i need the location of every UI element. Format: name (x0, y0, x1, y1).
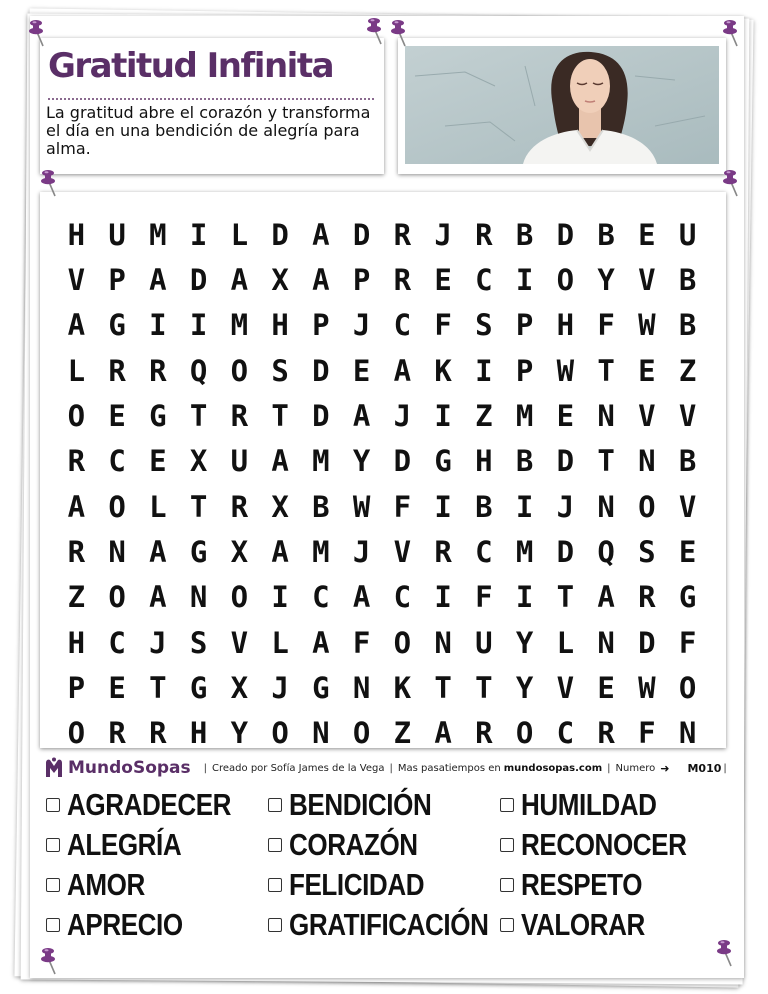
grid-letter[interactable]: T (149, 670, 167, 705)
grid-letter[interactable]: H (556, 308, 575, 343)
footer-separator: | (389, 762, 393, 774)
grid-letter[interactable]: L (67, 353, 86, 388)
grid-letter[interactable]: T (556, 580, 575, 615)
grid-letter[interactable]: I (189, 308, 208, 343)
grid-letter[interactable]: O (271, 716, 289, 751)
grid-letter[interactable]: E (352, 353, 371, 388)
grid-letter[interactable]: N (597, 625, 615, 660)
word-label: AMOR (67, 867, 145, 902)
grid-letter[interactable]: U (230, 444, 249, 479)
grid-letter[interactable]: R (434, 534, 452, 569)
grid-letter[interactable]: E (638, 217, 656, 252)
word-label: APRECIO (67, 907, 183, 942)
word-checkbox[interactable] (500, 838, 514, 852)
grid-letter[interactable]: O (515, 716, 534, 751)
grid-letter[interactable]: S (189, 625, 208, 660)
grid-letter[interactable]: X (271, 262, 289, 297)
grid-letter[interactable]: O (352, 716, 371, 751)
grid-letter[interactable]: E (597, 670, 615, 705)
word-item[interactable] (268, 825, 442, 865)
grid-letter[interactable]: L (230, 217, 249, 252)
grid-letter[interactable]: N (678, 716, 697, 751)
push-pin-icon (712, 938, 738, 968)
grid-letter[interactable]: Y (230, 716, 249, 751)
grid-letter[interactable]: H (475, 444, 493, 479)
word-item[interactable] (500, 865, 665, 905)
grid-letter[interactable]: A (230, 262, 249, 297)
push-pin-icon (362, 16, 388, 46)
word-checkbox[interactable] (268, 798, 282, 812)
grid-letter[interactable]: W (556, 353, 575, 388)
grid-letter[interactable]: J (271, 670, 289, 705)
word-item[interactable] (46, 825, 203, 865)
grid-letter[interactable]: G (434, 444, 452, 479)
grid-letter[interactable]: A (597, 580, 615, 615)
grid-letter[interactable]: D (556, 444, 575, 479)
footer-separator: | (607, 762, 611, 774)
page-subtitle: La gratitud abre el corazón y transforma el día en una bendición de alegría para alma. (46, 103, 371, 158)
word-item[interactable] (46, 905, 205, 945)
word-checkbox[interactable] (46, 918, 60, 932)
grid-letter[interactable]: L (556, 625, 575, 660)
grid-letter[interactable]: I (271, 580, 289, 615)
grid-letter[interactable]: H (189, 716, 208, 751)
grid-letter[interactable]: F (678, 625, 697, 660)
grid-letter[interactable]: H (67, 625, 86, 660)
grid-letter[interactable]: F (352, 625, 371, 660)
letter-grid (56, 212, 708, 756)
grid-letter[interactable]: I (515, 262, 534, 297)
grid-letter[interactable]: R (475, 716, 493, 751)
grid-letter[interactable]: O (678, 670, 697, 705)
grid-letter[interactable]: L (271, 625, 289, 660)
word-item[interactable] (46, 785, 262, 825)
footer-number-label: Numero (615, 762, 656, 774)
grid-letter[interactable]: I (189, 217, 208, 252)
puzzle-code: M010 (687, 761, 722, 775)
word-checkbox[interactable] (46, 838, 60, 852)
word-item[interactable] (268, 905, 526, 945)
word-label: FELICIDAD (289, 867, 425, 902)
grid-letter[interactable]: J (352, 534, 371, 569)
grid-letter[interactable]: J (149, 625, 167, 660)
grid-letter[interactable]: J (393, 398, 412, 433)
grid-letter[interactable]: R (230, 489, 249, 524)
grid-letter[interactable]: B (678, 308, 697, 343)
grid-letter[interactable]: C (393, 580, 412, 615)
grid-letter[interactable]: I (149, 308, 167, 343)
brand-logo-icon (44, 757, 64, 779)
grid-letter[interactable]: D (638, 625, 656, 660)
grid-letter[interactable]: D (556, 217, 575, 252)
word-checkbox[interactable] (500, 878, 514, 892)
word-item[interactable] (500, 825, 718, 865)
grid-letter[interactable]: C (108, 625, 126, 660)
grid-letter[interactable]: N (108, 534, 126, 569)
grid-letter[interactable]: Z (393, 716, 412, 751)
grid-letter[interactable]: P (312, 308, 330, 343)
grid-letter[interactable]: A (352, 580, 371, 615)
grid-letter[interactable]: V (393, 534, 412, 569)
grid-letter[interactable]: Y (597, 262, 615, 297)
grid-letter[interactable]: H (271, 308, 289, 343)
grid-letter[interactable]: B (312, 489, 330, 524)
grid-letter[interactable]: A (312, 217, 330, 252)
grid-letter[interactable]: C (312, 580, 330, 615)
word-label: RECONOCER (521, 827, 687, 862)
grid-letter[interactable]: M (312, 444, 330, 479)
grid-letter[interactable]: O (638, 489, 656, 524)
grid-letter[interactable]: B (678, 444, 697, 479)
grid-letter[interactable]: D (271, 217, 289, 252)
grid-letter[interactable]: T (597, 353, 615, 388)
grid-letter[interactable]: U (678, 217, 697, 252)
grid-letter[interactable]: H (67, 217, 86, 252)
grid-letter[interactable]: D (556, 534, 575, 569)
grid-letter[interactable]: V (678, 489, 697, 524)
grid-letter[interactable]: E (556, 398, 575, 433)
grid-letter[interactable]: A (271, 534, 289, 569)
grid-letter[interactable]: R (393, 262, 412, 297)
grid-letter[interactable]: G (678, 580, 697, 615)
push-pin-icon (718, 18, 744, 48)
grid-letter[interactable]: R (108, 353, 126, 388)
grid-letter[interactable]: A (149, 534, 167, 569)
grid-letter[interactable]: V (638, 262, 656, 297)
grid-letter[interactable]: Y (352, 444, 371, 479)
grid-letter[interactable]: O (230, 580, 249, 615)
grid-letter[interactable]: B (515, 444, 534, 479)
grid-letter[interactable]: J (556, 489, 575, 524)
grid-letter[interactable]: F (475, 580, 493, 615)
grid-letter[interactable]: M (515, 534, 534, 569)
word-item[interactable] (500, 785, 682, 825)
grid-letter[interactable]: B (678, 262, 697, 297)
word-checkbox[interactable] (500, 918, 514, 932)
footer-credit: Creado por Sofía James de la Vega (212, 762, 385, 774)
grid-letter[interactable]: A (67, 308, 86, 343)
grid-letter[interactable]: N (638, 444, 656, 479)
grid-letter[interactable]: Q (189, 353, 208, 388)
grid-letter[interactable]: X (230, 670, 249, 705)
grid-letter[interactable]: O (556, 262, 575, 297)
word-label: BENDICIÓN (289, 787, 432, 822)
grid-letter[interactable]: G (149, 398, 167, 433)
grid-letter[interactable]: R (597, 716, 615, 751)
grid-letter[interactable]: J (434, 217, 452, 252)
push-pin-icon (36, 946, 62, 976)
word-item[interactable] (268, 865, 450, 905)
title-card (40, 38, 384, 174)
push-pin-icon (24, 18, 50, 48)
grid-letter[interactable]: W (638, 670, 656, 705)
grid-letter[interactable]: Z (678, 353, 697, 388)
grid-letter[interactable]: V (556, 670, 575, 705)
grid-letter[interactable]: C (475, 262, 493, 297)
grid-letter[interactable]: N (189, 580, 208, 615)
grid-letter[interactable]: S (638, 534, 656, 569)
word-checkbox[interactable] (46, 798, 60, 812)
grid-letter[interactable]: W (638, 308, 656, 343)
grid-letter[interactable]: I (434, 489, 452, 524)
grid-letter[interactable]: D (312, 353, 330, 388)
grid-letter[interactable]: T (475, 670, 493, 705)
grid-letter[interactable]: O (108, 580, 126, 615)
word-item[interactable] (268, 785, 458, 825)
grid-letter[interactable]: E (638, 353, 656, 388)
grid-letter[interactable]: U (108, 217, 126, 252)
grid-letter[interactable]: D (393, 444, 412, 479)
grid-letter[interactable]: P (515, 308, 534, 343)
grid-letter[interactable]: G (312, 670, 330, 705)
grid-letter[interactable]: D (312, 398, 330, 433)
page-title: Gratitud Infinita (48, 46, 334, 86)
grid-letter[interactable]: K (434, 353, 452, 388)
grid-letter[interactable]: O (230, 353, 249, 388)
word-checkbox[interactable] (268, 838, 282, 852)
push-pin-icon (36, 168, 62, 198)
grid-letter[interactable]: M (149, 217, 167, 252)
grid-letter[interactable]: T (271, 398, 289, 433)
grid-letter[interactable]: X (189, 444, 208, 479)
grid-letter[interactable]: Z (475, 398, 493, 433)
grid-letter[interactable]: X (271, 489, 289, 524)
word-label: HUMILDAD (521, 787, 657, 822)
grid-letter[interactable]: F (434, 308, 452, 343)
grid-letter[interactable]: J (352, 308, 371, 343)
footer-separator: | (203, 762, 208, 774)
grid-letter[interactable]: I (515, 580, 534, 615)
grid-letter[interactable]: M (230, 308, 249, 343)
grid-letter[interactable]: P (108, 262, 126, 297)
word-label: GRATIFICACIÓN (289, 907, 489, 942)
grid-letter[interactable]: A (149, 580, 167, 615)
grid-letter[interactable]: D (189, 262, 208, 297)
word-label: ALEGRÍA (67, 827, 182, 862)
footer-end-separator: | (723, 762, 727, 774)
grid-letter[interactable]: C (108, 444, 126, 479)
grid-letter[interactable]: R (638, 580, 656, 615)
grid-letter[interactable]: X (230, 534, 249, 569)
grid-letter[interactable]: T (434, 670, 452, 705)
grid-letter[interactable]: F (597, 308, 615, 343)
grid-letter[interactable]: Q (597, 534, 615, 569)
grid-letter[interactable]: A (312, 625, 330, 660)
grid-letter[interactable]: S (475, 308, 493, 343)
word-search-card (40, 192, 726, 751)
word-item[interactable] (500, 905, 668, 945)
grid-letter[interactable]: B (475, 489, 493, 524)
grid-letter[interactable]: E (149, 444, 167, 479)
grid-letter[interactable]: Y (515, 625, 534, 660)
grid-letter[interactable]: B (597, 217, 615, 252)
grid-letter[interactable]: A (271, 444, 289, 479)
push-pin-icon (386, 18, 412, 48)
photo-card (398, 38, 726, 174)
grid-letter[interactable]: K (393, 670, 412, 705)
grid-letter[interactable]: L (149, 489, 167, 524)
grid-letter[interactable]: V (678, 398, 697, 433)
grid-letter[interactable]: A (149, 262, 167, 297)
footer (44, 755, 727, 781)
grid-letter[interactable]: V (67, 262, 86, 297)
footer-site-link[interactable]: mundosopas.com (503, 762, 603, 774)
grid-letter[interactable]: W (352, 489, 371, 524)
grid-letter[interactable]: R (67, 444, 86, 479)
grid-letter[interactable]: P (352, 262, 371, 297)
grid-letter[interactable]: I (434, 398, 452, 433)
grid-letter[interactable]: I (475, 353, 493, 388)
grid-letter[interactable]: C (556, 716, 575, 751)
grid-letter[interactable]: T (189, 489, 208, 524)
grid-letter[interactable]: R (149, 716, 167, 751)
grid-letter[interactable]: R (108, 716, 126, 751)
grid-letter[interactable]: O (67, 716, 86, 751)
grid-letter[interactable]: O (108, 489, 126, 524)
grid-letter[interactable]: V (230, 625, 249, 660)
word-label: AGRADECER (67, 787, 232, 822)
grid-letter[interactable]: A (312, 262, 330, 297)
grid-letter[interactable]: F (393, 489, 412, 524)
grid-letter[interactable]: A (393, 353, 412, 388)
grid-letter[interactable]: E (678, 534, 697, 569)
grid-letter[interactable]: A (67, 489, 86, 524)
grid-letter[interactable]: M (312, 534, 330, 569)
grid-letter[interactable]: I (515, 489, 534, 524)
grid-letter[interactable]: B (515, 217, 534, 252)
word-label: RESPETO (521, 867, 643, 902)
grid-letter[interactable]: E (434, 262, 452, 297)
grid-letter[interactable]: R (67, 534, 86, 569)
word-label: CORAZÓN (289, 827, 418, 862)
grid-letter[interactable]: G (189, 670, 208, 705)
grid-letter[interactable]: R (393, 217, 412, 252)
grid-letter[interactable]: M (515, 398, 534, 433)
word-checkbox[interactable] (500, 798, 514, 812)
grid-letter[interactable]: U (475, 625, 493, 660)
grid-letter[interactable]: D (352, 217, 371, 252)
grid-letter[interactable]: I (434, 580, 452, 615)
grid-letter[interactable]: R (230, 398, 249, 433)
push-pin-icon (718, 168, 744, 198)
grid-letter[interactable]: T (189, 398, 208, 433)
word-checkbox[interactable] (46, 878, 60, 892)
grid-letter[interactable]: N (597, 398, 615, 433)
grid-letter[interactable]: G (108, 308, 126, 343)
footer-more-prefix: Mas pasatiempos en (397, 762, 501, 774)
woman-eyes-closed-photo (405, 46, 719, 164)
grid-letter[interactable]: O (393, 625, 412, 660)
word-label: VALORAR (521, 907, 645, 942)
grid-letter[interactable]: R (149, 353, 167, 388)
grid-letter[interactable]: F (638, 716, 656, 751)
grid-letter[interactable]: T (597, 444, 615, 479)
word-checkbox[interactable] (268, 878, 282, 892)
grid-letter[interactable]: N (434, 625, 452, 660)
brand-name: MundoSopas (68, 758, 191, 778)
grid-letter[interactable]: V (638, 398, 656, 433)
grid-letter[interactable]: C (393, 308, 412, 343)
grid-letter[interactable]: Y (515, 670, 534, 705)
arrow-right-icon: ➜ (660, 761, 670, 775)
grid-letter[interactable]: N (352, 670, 371, 705)
grid-letter[interactable]: G (189, 534, 208, 569)
grid-letter[interactable]: N (312, 716, 330, 751)
title-divider (48, 98, 374, 100)
grid-letter[interactable]: E (108, 398, 126, 433)
grid-letter[interactable]: N (597, 489, 615, 524)
grid-letter[interactable]: C (475, 534, 493, 569)
word-item[interactable] (46, 865, 160, 905)
grid-letter[interactable]: Z (67, 580, 86, 615)
grid-letter[interactable]: P (67, 670, 86, 705)
word-checkbox[interactable] (268, 918, 282, 932)
grid-letter[interactable]: S (271, 353, 289, 388)
grid-letter[interactable]: A (352, 398, 371, 433)
grid-letter[interactable]: A (434, 716, 452, 751)
grid-letter[interactable]: E (108, 670, 126, 705)
word-list (46, 785, 726, 950)
grid-letter[interactable]: P (515, 353, 534, 388)
grid-letter[interactable]: R (475, 217, 493, 252)
grid-letter[interactable]: O (67, 398, 86, 433)
